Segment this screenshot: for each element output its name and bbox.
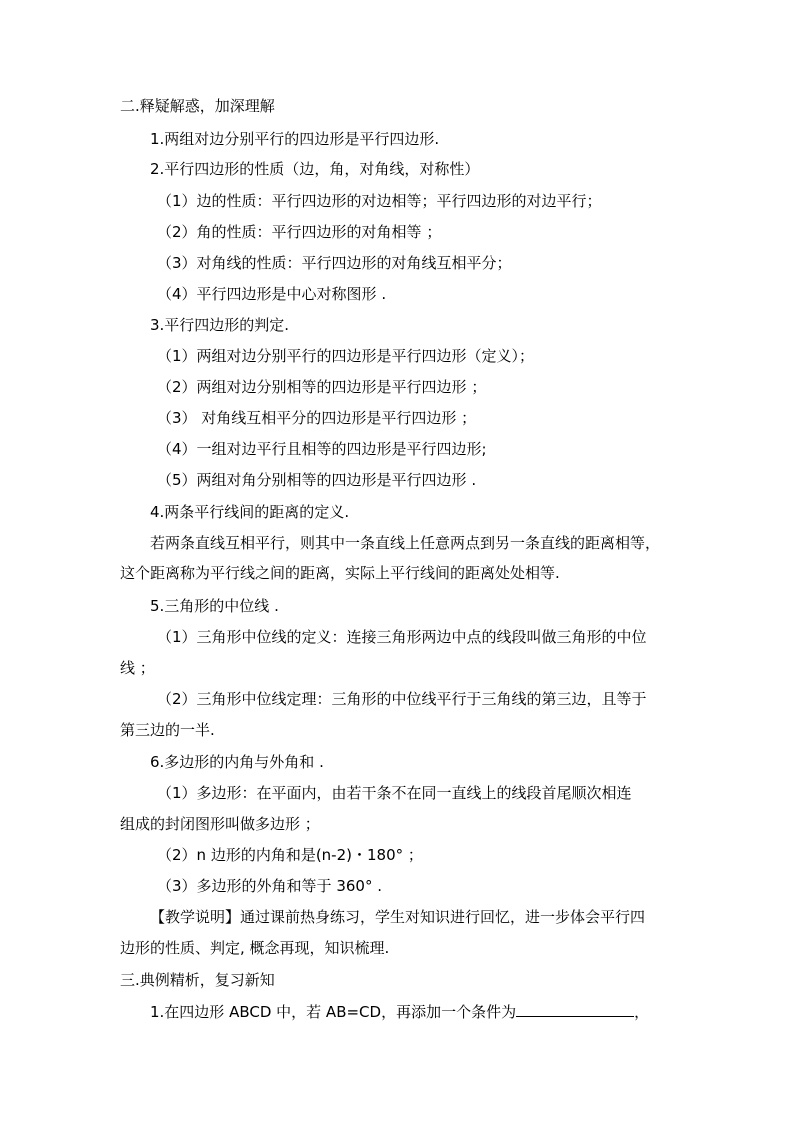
para-1: 1.两组对边分别平行的四边形是平行四边形. xyxy=(150,130,440,148)
para-6: 6.多边形的内角与外角和 . xyxy=(150,753,324,771)
section-3-title: 三.典例精析，复习新知 xyxy=(120,971,275,989)
para-5: 5.三角形的中位线 . xyxy=(150,597,279,615)
para-3-4: （4）一组对边平行且相等的四边形是平行四边形; xyxy=(157,440,487,458)
para-5-1-b: 线 ； xyxy=(120,659,155,677)
para-5-1-a: （1）三角形中位线的定义：连接三角形两边中点的线段叫做三角形的中位 xyxy=(157,628,647,646)
para-6-2: （2）n 边形的内角和是(n-2)・180° ； xyxy=(157,846,423,864)
para-4: 4.两条平行线间的距离的定义. xyxy=(150,503,350,521)
para-3-5: （5）两组对角分别相等的四边形是平行四边形 . xyxy=(157,471,477,489)
para-2: 2.平行四边形的性质（边，角，对角线，对称性） xyxy=(150,160,480,178)
para-2-3: （3）对角线的性质：平行四边形的对角线互相平分； xyxy=(157,254,512,272)
question-1-text: 1.在四边形 ABCD 中，若 AB=CD，再添加一个条件为 xyxy=(150,1003,517,1021)
answer-blank[interactable] xyxy=(516,1001,634,1017)
para-4-b: 这个距离称为平行线之间的距离，实际上平行线间的距离处处相等. xyxy=(120,564,560,582)
para-2-1: （1）边的性质：平行四边形的对边相等；平行四边形的对边平行； xyxy=(157,192,602,210)
para-3-2: （2）两组对边分别相等的四边形是平行四边形 ； xyxy=(157,378,487,396)
question-1-tail: ， xyxy=(634,1003,650,1021)
para-3-1: （1）两组对边分别平行的四边形是平行四边形（定义）； xyxy=(157,347,535,365)
para-6-1-a: （1）多边形：在平面内，由若干条不在同一直线上的线段首尾顺次相连 xyxy=(157,784,632,802)
para-2-2: （2）角的性质：平行四边形的对角相等 ； xyxy=(157,223,442,241)
para-6-3: （3）多边形的外角和等于 360° . xyxy=(157,877,382,895)
para-3-3: （3） 对角线互相平分的四边形是平行四边形 ； xyxy=(157,409,477,427)
section-2-title: 二.释疑解惑，加深理解 xyxy=(120,97,275,115)
para-4-a: 若两条直线互相平行，则其中一条直线上任意两点到另一条直线的距离相等， xyxy=(150,534,661,552)
para-2-4: （4）平行四边形是中心对称图形 . xyxy=(157,285,387,303)
para-5-2-a: （2）三角形中位线定理：三角形的中位线平行于三角线的第三边，且等于 xyxy=(157,690,647,708)
para-5-2-b: 第三边的一半. xyxy=(120,721,215,739)
teaching-note-b: 边形的性质、判定, 概念再现，知识梳理. xyxy=(120,939,390,957)
para-3: 3.平行四边形的判定. xyxy=(150,316,290,334)
teaching-note-a: 【教学说明】通过课前热身练习，学生对知识进行回忆，进一步体会平行四 xyxy=(150,908,646,926)
question-1 xyxy=(150,1001,649,1022)
para-6-1-b: 组成的封闭图形叫做多边形 ； xyxy=(120,815,320,833)
